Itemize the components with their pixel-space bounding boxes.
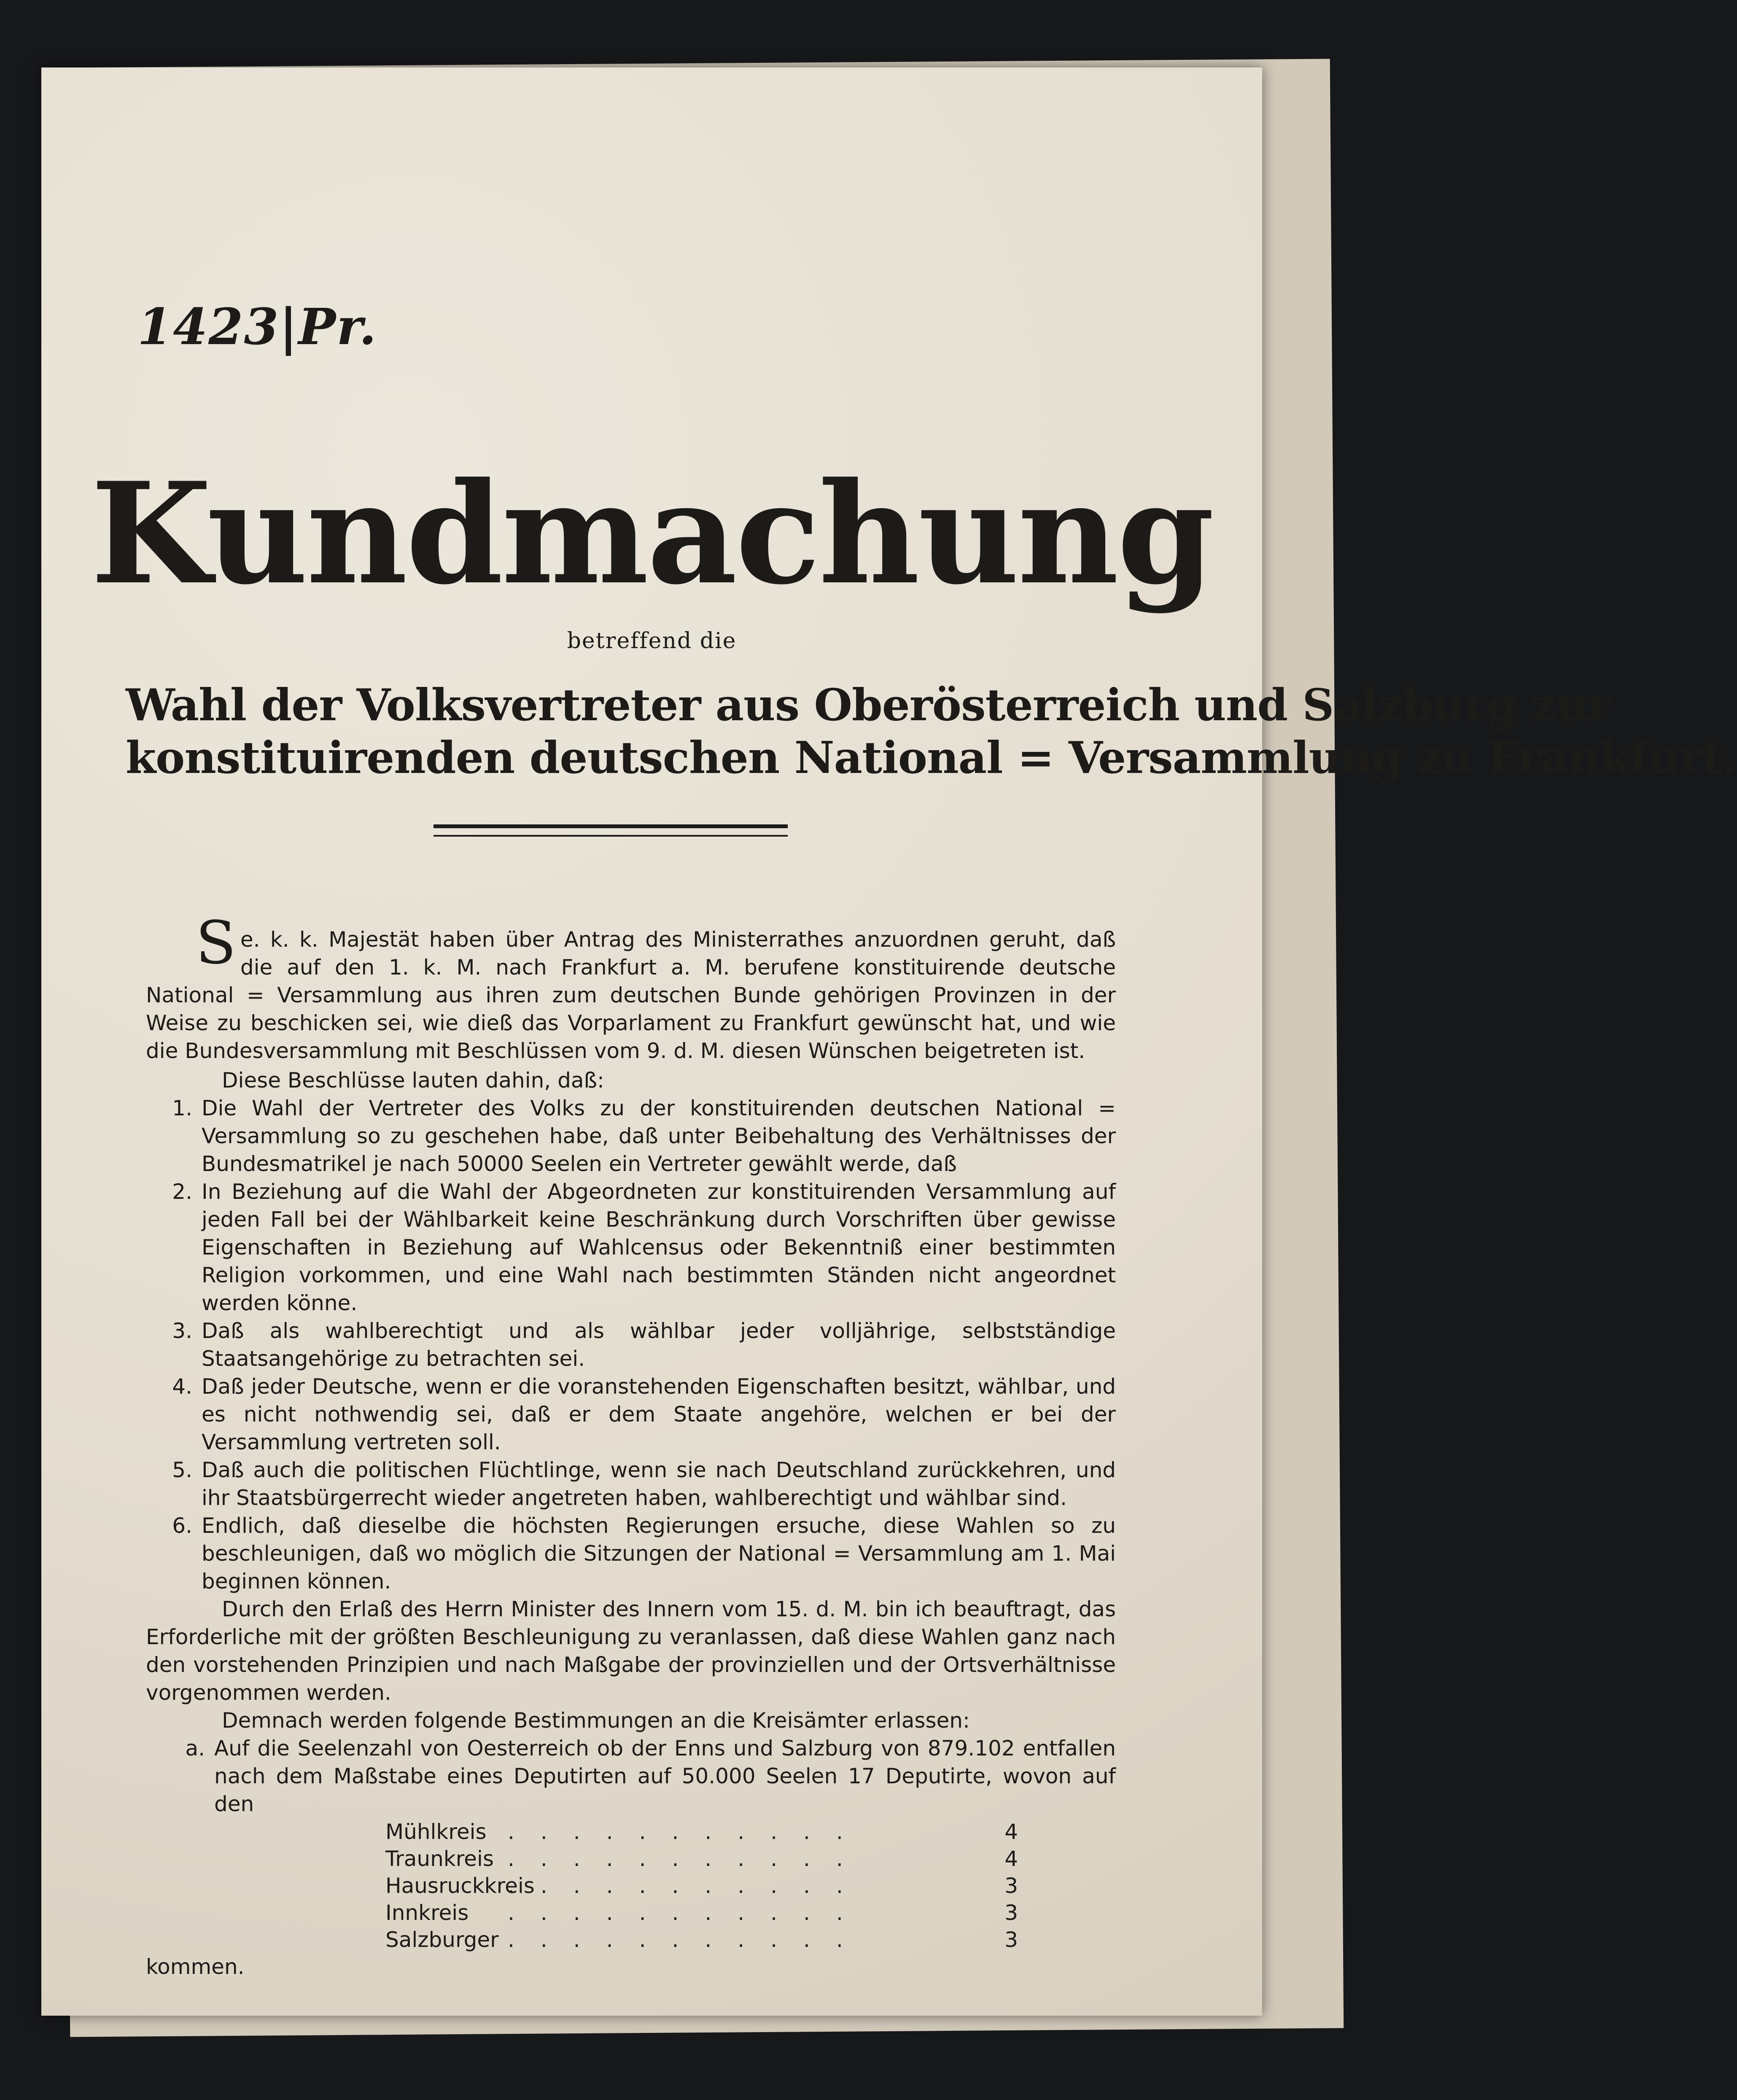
list-item — [146, 1094, 1116, 1178]
document-number: 1423|Pr. — [137, 297, 377, 356]
item-number: 4. — [172, 1374, 192, 1399]
provision-text: Auf die Seelenzahl von Oesterreich ob der Enns und Salzburg von 879.102 entfallen nach dem Maßstabe eines Deputirten auf 50.000 Seelen 17 Deputirte, wovon auf den — [214, 1736, 1116, 1816]
leader-dots: ........... — [508, 1847, 869, 1871]
district-name: Innkreis — [385, 1901, 469, 1925]
provisions-intro: Demnach werden folgende Bestimmungen an die Kreisämter erlassen: — [222, 1708, 970, 1733]
item-text: Daß auch die politischen Flüchtlinge, wenn sie nach Deutschland zurückkehren, und ihr Staatsbürgerrecht wieder angetreten haben, wahlberechtigt und wählbar sind. — [202, 1458, 1116, 1510]
document-title: Kundmachung — [91, 452, 1213, 615]
item-text: Daß jeder Deutsche, wenn er die voranstehenden Eigenschaften besitzt, wählbar, und es nicht nothwendig sei, daß er dem Staate angehöre, welchen er bei der Versammlung vertreten soll. — [202, 1374, 1116, 1454]
district-table — [146, 1818, 1116, 1953]
closing-word: kommen. — [146, 1955, 245, 1979]
district-count: 4 — [1004, 1847, 1018, 1871]
item-number: 1. — [172, 1096, 192, 1120]
table-row — [385, 1899, 1018, 1926]
district-count: 3 — [1004, 1928, 1018, 1952]
district-name: Salzburger — [385, 1928, 499, 1952]
table-row — [385, 1845, 1018, 1872]
district-count: 3 — [1004, 1901, 1018, 1925]
item-text: Die Wahl der Vertreter des Volks zu der konstituirenden deutschen National = Versammlung so zu geschehen habe, daß unter Beibehaltung des Verhältnisses der Bundesmatrikel je nach 50000 Seelen ein Vertreter gewählt werde, daß — [202, 1096, 1116, 1176]
list-item — [146, 1317, 1116, 1373]
list-item — [146, 1373, 1116, 1456]
table-row — [385, 1872, 1018, 1899]
item-number: 2. — [172, 1179, 192, 1204]
table-row — [385, 1818, 1018, 1845]
provision-label: a. — [185, 1736, 205, 1761]
decorative-rule — [434, 824, 788, 837]
district-name: Traunkreis — [385, 1847, 494, 1871]
document-body — [146, 909, 1116, 1981]
item-text: In Beziehung auf die Wahl der Abgeordneten zur konstituirenden Versammlung auf jeden Fall bei der Wählbarkeit keine Beschränkung durch Vorschriften über gewisse Eigenschaften in Beziehung auf Wahlcensus oder Bekenntniß einer bestimmten Religion vorkommen, und eine Wahl nach bestimmten Ständen nicht angeordnet werden könne. — [202, 1179, 1116, 1315]
decree-paragraph: Durch den Erlaß des Herrn Minister des Innern vom 15. d. M. bin ich beauftragt, das Erforderliche mit der größten Beschleunigung zu veranlassen, daß diese Wahlen ganz nach den vorstehenden Prinzipien und nach Maßgabe der provinziellen und der Ortsverhältnisse vorgenommen werden. — [146, 1597, 1116, 1705]
item-number: 3. — [172, 1319, 192, 1343]
leader-dots: ........... — [508, 1874, 869, 1898]
document-page — [41, 67, 1737, 2016]
district-name: Mühlkreis — [385, 1820, 487, 1844]
leader-dots: ........... — [508, 1820, 869, 1844]
intro-paragraph — [146, 909, 1116, 1065]
document-subtitle: betreffend die — [567, 628, 737, 654]
table-row — [385, 1926, 1018, 1953]
provision-a — [146, 1734, 1116, 1818]
leader-dots: ........... — [508, 1901, 869, 1925]
list-item — [146, 1456, 1116, 1512]
leader-dots: ........... — [508, 1928, 869, 1952]
list-item — [146, 1178, 1116, 1317]
resolutions-intro: Diese Beschlüsse lauten dahin, daß: — [222, 1068, 604, 1093]
heading-line-2: konstituirenden deutschen National = Versammlung zu Frankfurt. — [126, 732, 1737, 783]
item-number: 5. — [172, 1458, 192, 1482]
heading-line-1: Wahl der Volksvertreter aus Oberösterreich und Salzburg zur — [126, 679, 1610, 731]
district-count: 4 — [1004, 1820, 1018, 1844]
item-text: Endlich, daß dieselbe die höchsten Regierungen ersuche, diese Wahlen so zu beschleunigen, daß wo möglich die Sitzungen der National = Versammlung am 1. Mai beginnen können. — [202, 1513, 1116, 1594]
district-count: 3 — [1004, 1874, 1018, 1898]
district-name: Hausruckkreis — [385, 1874, 535, 1898]
intro-text: e. k. k. Majestät haben über Antrag des Ministerrathes anzuordnen geruht, daß die auf den 1. k. M. nach Frankfurt a. M. berufene konstituirende deutsche National = Versammlung aus ihren zum deutschen Bunde gehörigen Provinzen in der Weise zu beschicken sei, wie dieß das Vorparlament zu Frankfurt gewünscht hat, und wie die Bundesversammlung mit Beschlüssen vom 9. d. M. diesen Wünschen beigetreten ist. — [146, 927, 1116, 1063]
item-text: Daß als wahlberechtigt und als wählbar jeder volljährige, selbstständige Staatsangehörige zu betrachten sei. — [202, 1319, 1116, 1371]
list-item — [146, 1512, 1116, 1595]
drop-cap: S — [196, 909, 236, 977]
item-number: 6. — [172, 1513, 192, 1538]
resolutions-list — [146, 1094, 1116, 1595]
